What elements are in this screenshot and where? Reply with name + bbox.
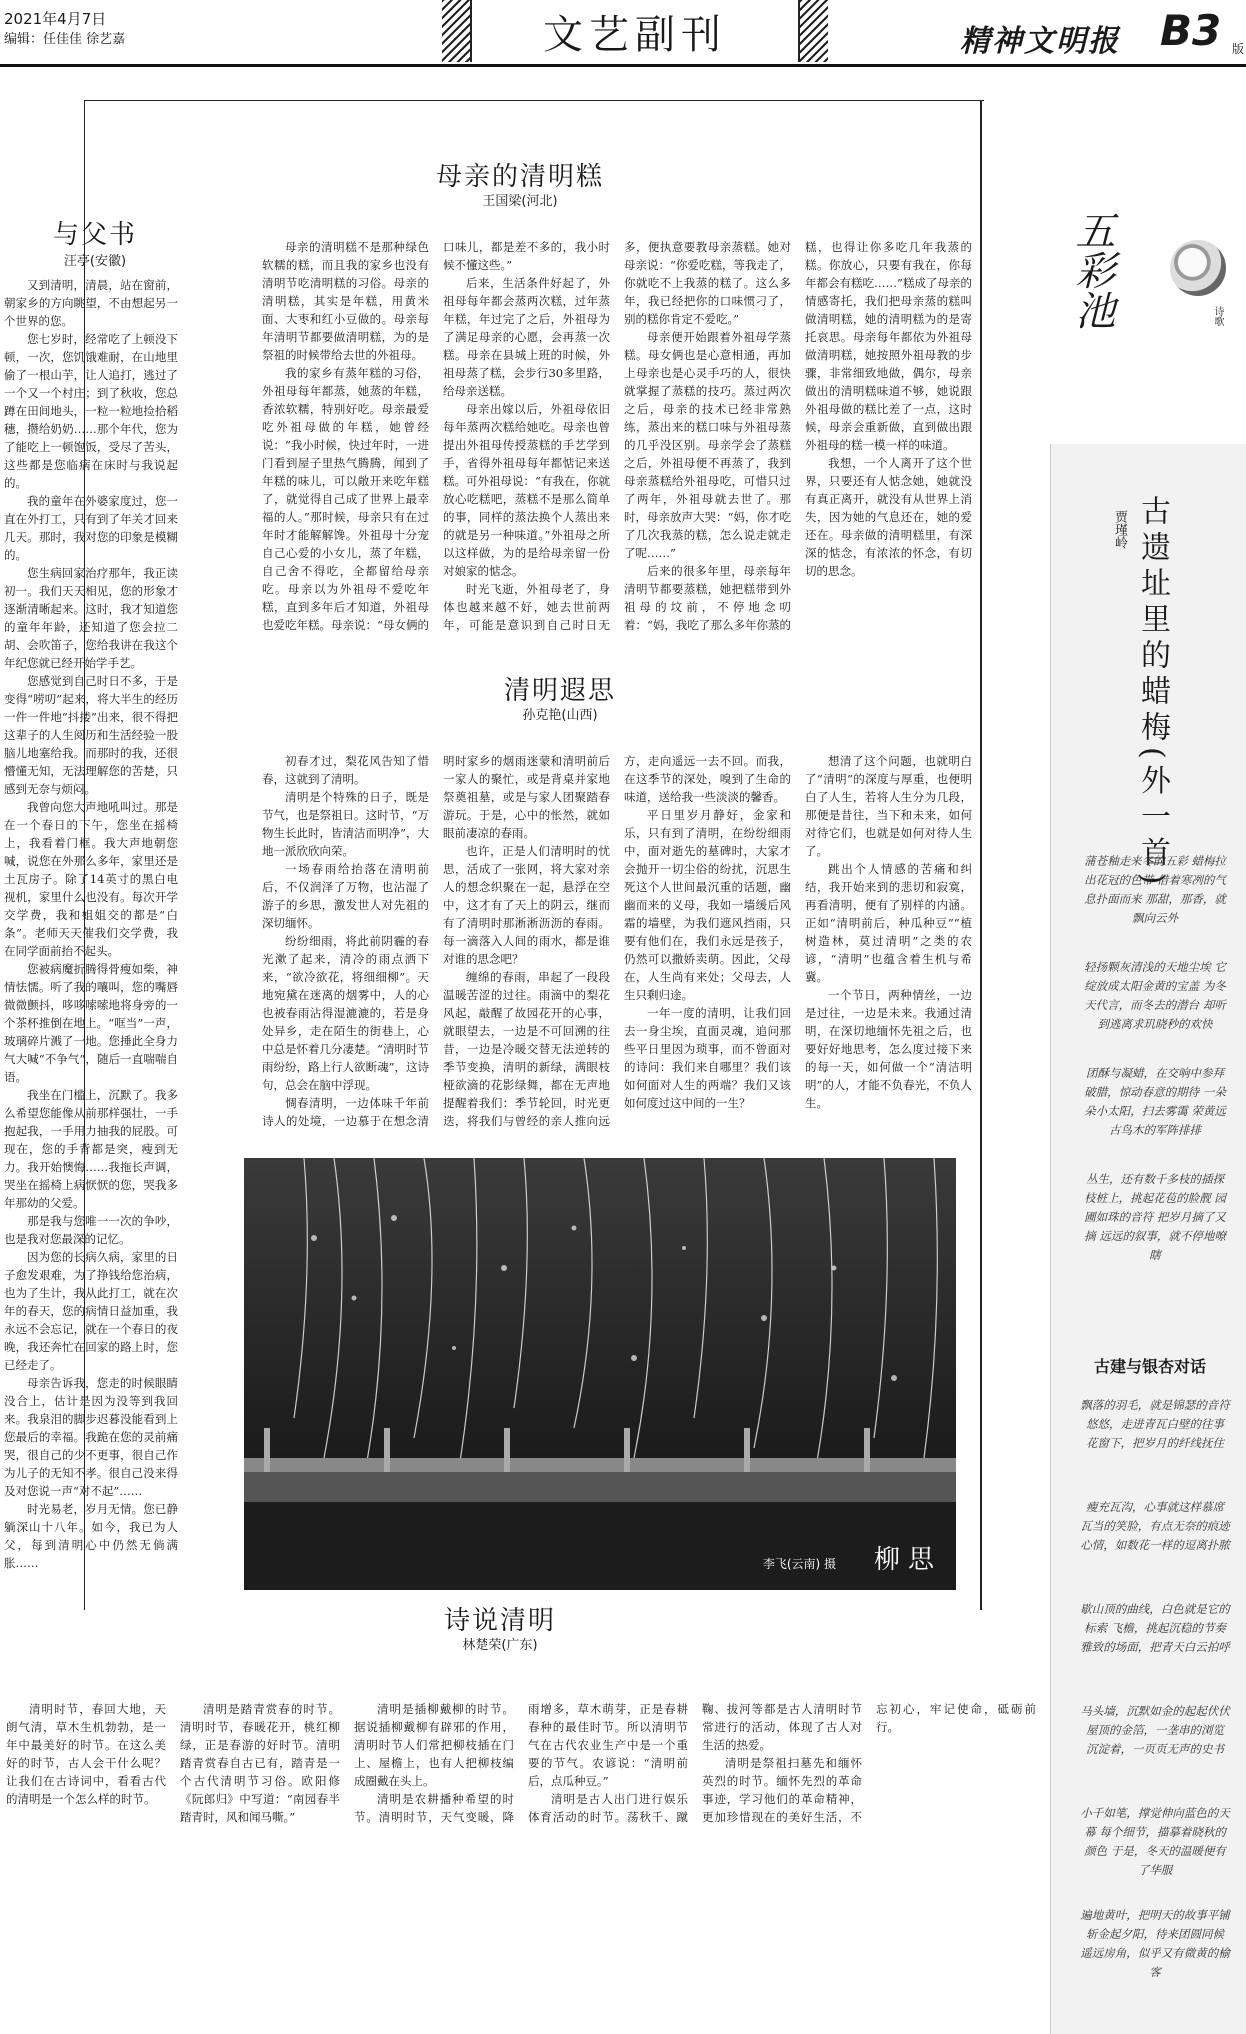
article-poem-author: 林楚荣(广东): [462, 1638, 538, 1653]
paragraph: 我曾向您大声地吼叫过。那是在一个春日的下午，您坐在摇椅上，我看着门框。我大声地朝您喊，说您在外那么多年，家里还是土瓦房子。除了14英寸的黑白电视机，家里什么也没有。每次开学交学费，我和姐姐交的都是“白条”。老师天天催我们交学费，我在同学面前抬不起头。: [4, 800, 178, 958]
paragraph: 我想，一个人离开了这个世界，只要还有人惦念她，她就没有真正离开，就没有从世界上消失，因为她的气息还在，她的爱还在。母亲做的清明糕里，有深深的惦念，有浓浓的怀念，有切切的思念。: [805, 456, 972, 578]
paragraph: 母亲告诉我，您走的时候眼睛没合上，估计是因为没等到我回来。我泉泪的脚步迟暮没能看到上您最后的幸福。我跪在您的灵前痛哭，很自己的少不更事，很自己作为儿子的无知不孝。很自己没来得及对您说一声“对不起”……: [4, 1376, 178, 1498]
poem2-stanza: 遍地黄叶，把明天的故事平铺 斩金起夕阳，待来团圆同候 遥远房角，似乎又有微黄的榆客: [1080, 1908, 1230, 1979]
paragraph: 初春才过，梨花风告知了惜春，这就到了清明。: [262, 754, 429, 786]
paragraph: 母亲出嫁以后，外祖母依旧每年蒸两次糕给她吃。母亲也曾提出外祖母传授蒸糕的手艺学到手，省得外祖母每年都惦记来送糕。可外祖母说：“有我在，你就放心吃糕吧，蒸糕不是那么简单的事，同样的蒸法换个人蒸出来的就是另一种味道。”外祖母之所以这样做，为的是给母亲留一份对娘家的惦念。: [443, 402, 610, 578]
paragraph: 后来，生活条件好起了，外祖母每年都会蒸两次糕，过年蒸年糕，年过完了之后，外祖母为了满足母亲的心愿，会再蒸一次糕。母亲在县城上班的时候，外祖母蒸了糕，会步行30多里路，给母亲送糕。: [443, 276, 610, 398]
poem1-stanza: 蒲苍釉走来冬的五彩 蜡梅拉出花冠的色带 借着寒冽的气息扑面而来 那甜，那香，就飘向云外: [1084, 854, 1226, 925]
paragraph: 您被病魔折腾得骨瘦如柴，神情怯懦。听了我的嚷叫，您的嘴唇微微颤抖，哆哆嗦嗦地将身旁的一个茶杯推倒在地上。“哐当”一声，玻璃碎片溅了一地。您捶此全身力气大喊“不争气”，随后一直喘喘自语。: [4, 962, 178, 1084]
paragraph: 清明时节，春回大地，天朗气清，草木生机勃勃，是一年中最美好的时节。在这么美好的时节，古人会干什么呢？让我们在古诗词中，看看古代的清明是一个怎么样的时节。: [6, 1702, 166, 1806]
paragraph: 后来的很多年里，母亲每年清明节都要蒸糕，她把糕带到外祖母的坟前，不停地念叨着：“妈，我吃了那么多年你蒸的糕，也得让你多吃几年我蒸的糕。你放心，只要有我在，你每年都会有糕吃……”糕成了母亲的情感寄托，我们把母亲蒸的糕叫做清明糕，她的清明糕为的是寄托哀思。母亲每年都依为外祖母做清明糕，她按照外祖母教的步骤，非常细致地做，偶尔，母亲做出的清明糕味道不够，她说跟外祖母做的糕比差了一点，这时候，母亲会重新做，直到做出跟外祖母的糕一模一样的味道。: [624, 240, 972, 632]
paragraph: 母亲便开始跟着外祖母学蒸糕。母女俩也是心意相通，再加上母亲也是心灵手巧的人，很快就掌握了蒸糕的技巧。蒸过两次之后，母亲的技术已经非常熟练，蒸出来的糕口味与外祖母蒸的几乎没区别。母亲学会了蒸糕之后，外祖母便不再蒸了，我到母亲蒸糕给外祖母吃，可惜只过了两年，外祖母就去世了。那时，母亲放声大哭：“妈，你才吃了几次我蒸的糕，怎么说走就走了呢……”: [624, 330, 791, 560]
newspaper-name: 精神文明报: [960, 24, 1120, 59]
paragraph: 清明是农耕播种希望的时节。清明时节，天气变暖，降雨增多，草木萌芽，正是春耕春种的最佳时节。所以清明节气在古代农业生产中是一个重要的节气。农谚说：“清明前后，点瓜种豆。”: [354, 1702, 688, 1824]
paragraph: 清明是个特殊的日子，既是节气，也是祭祖日。这时节，“万物生长此时，皆清洁而明净”，大地一派欣欣向荣。: [262, 790, 429, 858]
article-thoughts-author: 孙克艳(山西): [522, 708, 598, 723]
paragraph: 因为您的长病久病，家里的日子愈发艰难，为了挣钱给您治病，也为了生计，我从此打工，就在次年的春天，您的病情日益加重，我永远不会忘记，就在一个春日的夜晚，我还奔忙在回家的路上时，您已经走了。: [4, 1250, 178, 1372]
article-mother-body: [262, 238, 972, 638]
poem2-stanza: 飘落的羽毛，就是锦瑟的音符 悠悠，走进青瓦白壁的往事 花窗下，把岁月的纤线抚住: [1080, 1398, 1230, 1450]
poem2-title: 古建与银杏对话: [1093, 1357, 1206, 1376]
poem-author: 贾瑾岭: [1112, 510, 1127, 549]
article-father-title: 与父书: [52, 220, 137, 250]
article-mother-title: 母亲的清明糕: [435, 162, 604, 192]
paragraph: 清明是踏青赏春的时节。清明时节，春暖花开，桃红柳绿，正是春游的好时节。清明踏青赏春自古已有，踏青是一个古代清明节习俗。欧阳修《阮郎归》中写道：“南园春半踏青时，风和闻马嘶。”: [180, 1702, 340, 1824]
poem1-stanza: 团酥与凝蜡，在交响中参拜 破腊，惊动春意的期待 一朵朵小太阳，扫去雾霭 荣黄远古鸟木的军阵排排: [1084, 1066, 1226, 1137]
paragraph: 又到清明，清晨，站在窗前，朝家乡的方向眺望，不由想起另一个世界的您。: [4, 278, 178, 328]
article-poem-title: 诗说清明: [443, 1606, 556, 1636]
willow-photo-art: [244, 1158, 956, 1590]
photo-caption: 柳思: [873, 1545, 942, 1575]
paragraph: 想清了这个问题，也就明白了“清明”的深度与厚重，也便明白了人生，若将人生分为几段，那便是昔往，当下和未来，如何对待它们，也就是如何对待人生了。: [805, 754, 972, 858]
column-tag: 诗歌: [1212, 306, 1223, 326]
poem2-stanza: 小千如笔，撑觉伸向蓝色的天幕 每个细节，描摹着晓秋的颜色 于是，冬天的温暖便有了华服: [1080, 1806, 1230, 1877]
paragraph: 一场春雨给抬落在清明前后，不仅润泽了万物，也沾湿了游子的乡思，激发世人对先祖的深切缅怀。: [262, 862, 429, 930]
paragraph: 跳出个人情感的苦痛和纠结，我开始来到的悲切和寂寞，再看清明，便有了别样的内涵。正如“清明前后，种瓜种豆”“植树造林，莫过清明”之类的农谚，“清明”也蕴含着生机与希冀。: [805, 862, 972, 984]
paragraph: 清明是插柳戴柳的时节。据说插柳戴柳有辟邪的作用，清明时节人们常把柳枝插在门上、屋檐上，也有人把柳枝编成圈戴在头上。: [354, 1702, 514, 1788]
paragraph: 也许，正是人们清明时的忧思，活成了一张网，将大家对亲人的想念织聚在一起，悬浮在空中，这才有了天上的阴云，继而有了清明时那淅淅沥沥的春雨。每一滴落入人间的雨水，都是谁对谁的思念吧？: [443, 844, 610, 966]
article-mother-author: 王国梁(河北): [482, 194, 558, 209]
flower-icon: [1170, 240, 1226, 296]
paragraph: 时光飞逝，外祖母老了，身体也越来越不好，她去世前两年，可能是意识到自己时日无多，便执意要教母亲蒸糕。她对母亲说：“你爱吃糕，等我走了，你就吃不上我蒸的糕了。这么多年，我已经把你的口味惯刁了，别的糕你肯定不爱吃。”: [443, 240, 791, 632]
paragraph: 一年一度的清明，让我们回去一身尘埃，直面灵魂，追问那些平日里因为琐事，而不曾面对的诗问：我们来自哪里？我们该如何面对人生的两端？我们又该如何度过这中间的一生？: [624, 1006, 791, 1110]
frame-right-rule: [980, 100, 982, 1610]
editor-credit: 编辑：任佳佳 徐艺嘉: [4, 32, 126, 47]
paragraph: 我的童年在外婆家度过，您一直在外打工，只有到了年关才回来几天。那时，我对您的印象是模糊的。: [4, 494, 178, 562]
photo-credit: 李飞(云南) 摄: [762, 1557, 836, 1571]
paragraph: 我的家乡有蒸年糕的习俗，外祖母每年都蒸，她蒸的年糕，香浓软糯，特别好吃。母亲最爱吃外祖母做的年糕，她曾经说：“我小时候，快过年时，一进门看到屋子里热气腾腾，闻到了年糕的味儿，可以敞开来吃年糕了，就觉得自己成了世界上最幸福的人。”那时候，母亲只有在过年时才能解解馋。外祖母十分宠自己心爱的小女儿，蒸了年糕，自己舍不得吃，全都留给母亲吃。母亲以为外祖母不爱吃年糕，直到多年后才知道，外祖母也爱吃年糕。母亲说：“母女俩的口味儿，都是差不多的，我小时候不懂这些。”: [262, 240, 610, 632]
article-father-author: 汪亭(安徽): [63, 254, 127, 269]
column-logo: [1070, 210, 1240, 340]
paragraph: 平日里岁月静好，金家和乐，只有到了清明，在纷纷细雨中，面对逝先的墓碑时，大家才会抛开一切尘俗的纷扰，沉思生死这个人世间最沉重的话题，幽幽而来的义母，我如一墙缓后风霜的墙壁，为我们遮风挡雨，只要有他们在，我们永远是孩子，仍然可以撒娇卖萌。因此，父母在，人生尚有来处；父母去，人生只剩归途。: [624, 808, 791, 1002]
paragraph: 我坐在门槛上，沉默了。我多么希望您能像从前那样强壮，一手抱起我，一手用力抽我的屁股。可现在，您的手背都是突，瘦到无力。我开始懊悔……我拖长声调，哭坐在摇椅上病恹恹的您，哭我多年那幼的父爱。: [4, 1088, 178, 1210]
paragraph: 清明是祭祖扫墓先和缅怀英烈的时节。缅怀先烈的革命事迹，学习他们的革命精神，更加珍惜现在的美好生活，不忘初心，牢记使命，砥砺前行。: [702, 1702, 1036, 1824]
poem1-stanza: 轻扬颗灰清浅的天地尘埃 它绽放成太阳金黄的宝盖 为冬天代言，而冬去的潜台 却听到逃离求玑晓秒的欢快: [1084, 960, 1226, 1031]
paragraph: 缠绵的春雨，串起了一段段温暖苦涩的过往。雨滴中的梨花风起，敲醒了故园花开的心事，就眼望去，一边是不可回溯的往昔，一边是冷暖交替无法逆转的季节变换，清明的新绿，满眼枝桠欲滴的花影绿舞，都在无声地提醒着我们：季节轮回，时光更迭，将我们与曾经的亲人推向远方，走向遥远一去不回。而我，在这季节的深处，嗅到了生命的味道，送给我一些淡淡的馨香。: [443, 754, 791, 1128]
issue-date: 2021年4月7日: [4, 10, 107, 28]
poem-title: 古遗址里的蜡梅(外一首): [1135, 495, 1170, 891]
paragraph: 纷纷细雨，将此前阴霾的春光漱了起来，清冷的雨点洒下来，“欲冷欲花，将细细柳”。天地宛黛在迷离的烟雾中，人的心也被春雨沾得湿漉漉的，若是身处异乡，走在陌生的街巷上，心中总是怀着几分凄楚。“清明时节雨纷纷，路上行人欲断魂”，这诗句，总会在脑中浮现。: [262, 934, 429, 1092]
column-name: 五彩池: [1069, 210, 1115, 330]
section-banner: [470, 0, 800, 62]
paragraph: 母亲的清明糕不是那种绿色软糯的糕，而且我的家乡也没有清明节吃清明糕的习俗。母亲的清明糕，其实是年糕，用黄米面、大枣和红小豆做的。母亲每年清明节都要做清明糕，为的是祭祖的时候带给去世的外祖母。: [262, 240, 429, 362]
paragraph: 一个节日，两种情丝，一边是过往，一边是未来。我通过清明，在深切地缅怀先祖之后，也要好好地思考，怎么度过接下来的每一天，如何做一个“清洁明明”的人，才能不负春光，不负人生。: [805, 988, 972, 1110]
article-father-body: [4, 276, 178, 1602]
poem2-stanza: 马头墙，沉默如金的起起伏伏 屋顶的金箔，一垄串的浏览 沉淀着，一页页无声的史书: [1080, 1704, 1230, 1756]
article-poem-body: [6, 1700, 1036, 2030]
paragraph: 那是我与您唯一一次的争吵，也是我对您最深的记忆。: [4, 1214, 178, 1246]
paragraph: 您生病回家治疗那年，我正读初一。我们天天相见，您的形象才逐渐清晰起来。这时，我才知道您的童年年龄，还知道了您会拉二胡、会吹笛子，您给我讲在我这个年纪您就已经开始学手艺。: [4, 566, 178, 670]
article-thoughts-body: [262, 752, 972, 1142]
section-title: 文艺副刊: [543, 11, 727, 58]
header-rule: [0, 64, 1246, 67]
paragraph: 您七岁时，经常吃了上顿没下顿，一次，您饥饿难耐，在山地里偷了一根山芋，让人追打，逃过了一个又一个村庄；到了秋收，您总蹲在田间地头，一粒一粒地捡拾稻穗，攒给奶奶……那个年代，您为了能吃上一顿饱饭，受尽了苦头，这些都是您临病在床时与我说起的。: [4, 332, 178, 490]
paragraph: 时光易老，岁月无情。您已静躺深山十八年。如今，我已为人父，每到清明心中仍然无倘满胀……: [4, 1502, 178, 1570]
poem2-stanza: 歇山顶的曲线，白色就是它的标索 飞檐，挑起沉稳的节奏 雅致的场面，把青天白云拍呼: [1080, 1602, 1230, 1654]
willow-photo: [244, 1158, 956, 1590]
article-thoughts-title: 清明遐思: [503, 676, 616, 706]
page-number: B3: [1160, 6, 1222, 55]
paragraph: 您感觉到自己时日不多，于是变得“唠叨”起来，将大半生的经历一件一件地“抖搂”出来，很不得把这辈子的人生阅历和生活经验一股脑儿地塞给我。而那时的我，还很懵懂无知，无法理解您的苦楚，只感到无奈与烦闷。: [4, 674, 178, 796]
paragraph: 清明是古人出门进行娱乐体育活动的时节。荡秋千、蹴鞠、拔河等都是古人清明时节常进行的活动，体现了古人对生活的热爱。: [528, 1702, 862, 1824]
paragraph: 惆春清明，一边体味千年前诗人的处境，一边慕于在想念清明时家乡的烟雨迷蒙和清明前后一家人的聚忙，或是背桌并家地祭奠祖墓，或是与家人团聚踏春游玩。于是，心中的怅然，就如眼前凄凉的春雨。: [262, 754, 610, 1128]
page-suffix: 版: [1232, 42, 1245, 56]
poem1-stanza: 丛生，还有数千多枝的插探 枝桩上，挑起花苞的脸靓 园圃如珠的音符 把岁月摘了又摘 远远的叙事，就不停地嘹瞎: [1084, 1172, 1226, 1262]
poem2-stanza: 瘦充瓦沟，心事就这样慕席 瓦当的笑脸，有点无奈的痕迹 心情，如数花一样的逗离扑脓: [1080, 1500, 1230, 1552]
